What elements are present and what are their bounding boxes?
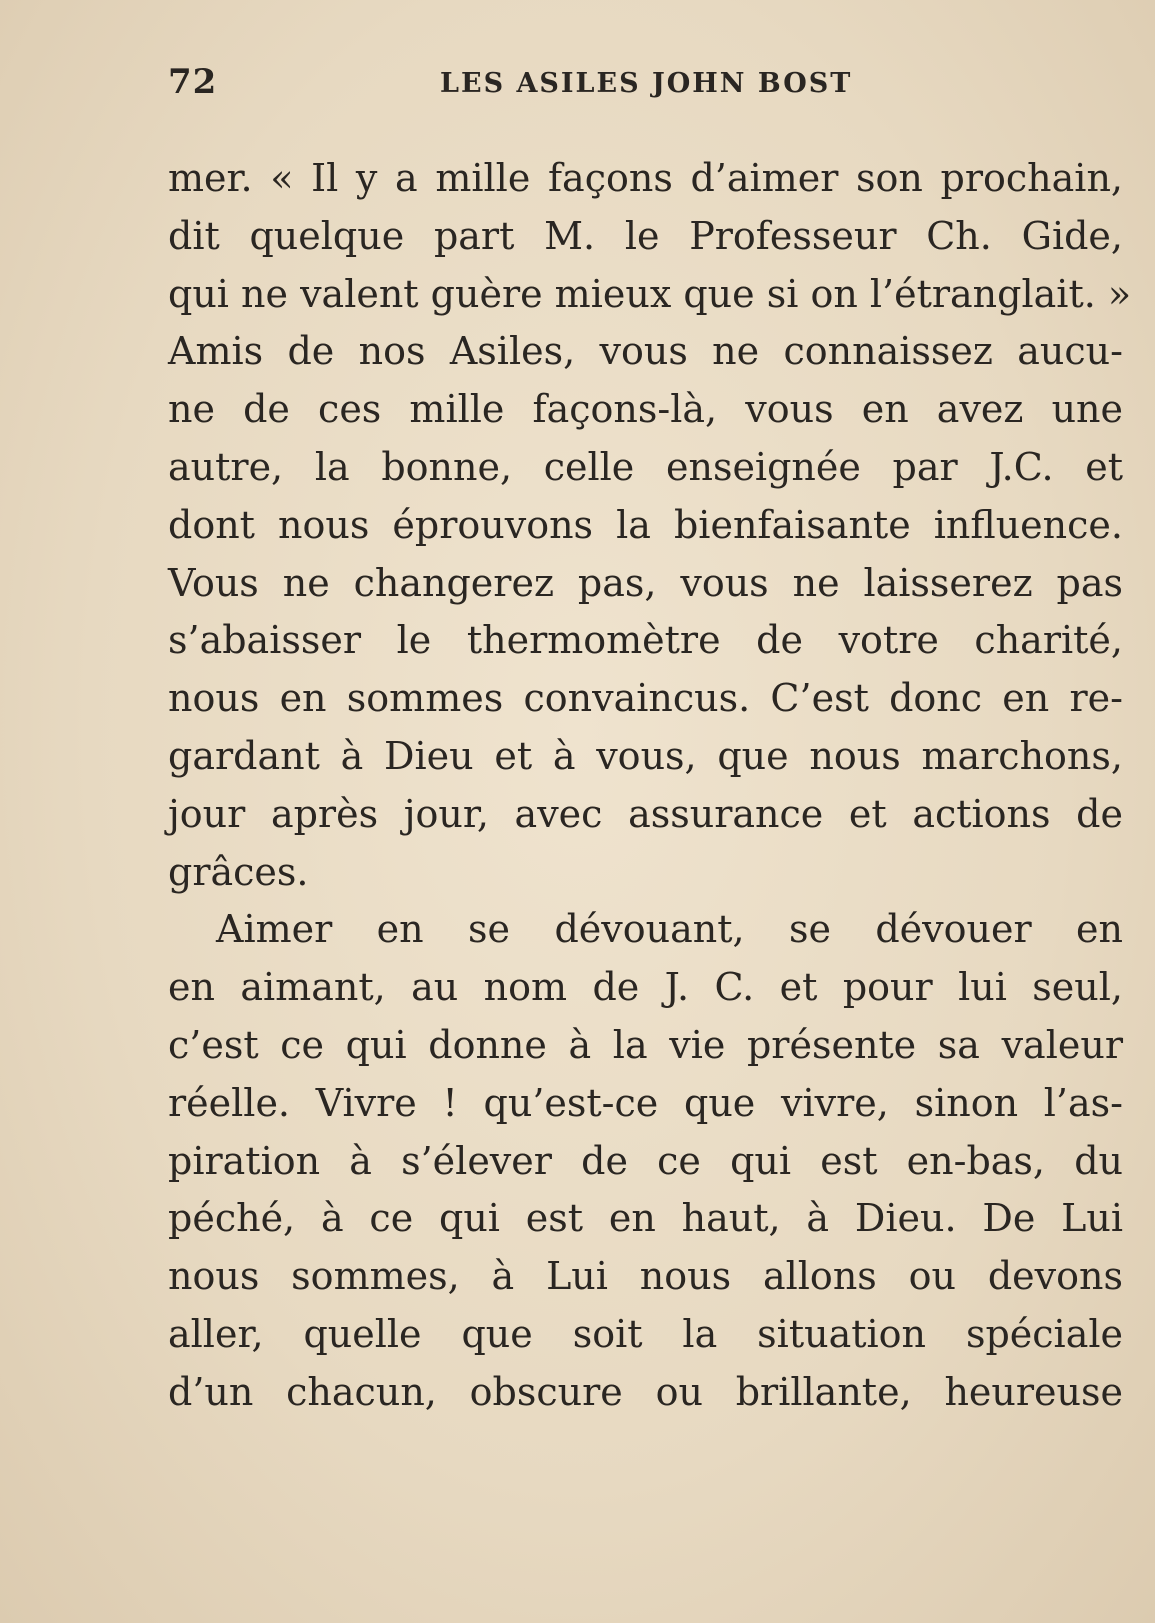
text-line: c’est ce qui donne à la vie présente sa valeur [168, 1022, 1123, 1067]
text-line: autre, la bonne, celle enseignée par J.C. et [168, 444, 1123, 489]
text-line: péché, à ce qui est en haut, à Dieu. De Lui [168, 1196, 1123, 1241]
text-line: nous sommes, à Lui nous allons ou devons [168, 1254, 1123, 1299]
text-line: piration à s’élever de ce qui est en-bas, du [168, 1138, 1123, 1183]
text-line: aller, quelle que soit la situation spéciale [168, 1311, 1123, 1356]
text-line: Amis de nos Asiles, vous ne connaissez aucu- [168, 329, 1123, 374]
body-text [168, 150, 1132, 1422]
text-line: ne de ces mille façons-là, vous en avez une [168, 387, 1123, 432]
text-line: Aimer en se dévouant, se dévouer en [216, 907, 1123, 952]
page-number: 72 [168, 62, 218, 102]
text-line: grâces. [168, 849, 309, 894]
text-line: dont nous éprouvons la bienfaisante influence. [168, 502, 1123, 547]
text-line: nous en sommes convaincus. C’est donc en re- [168, 676, 1123, 721]
text-line: d’un chacun, obscure ou brillante, heureuse [168, 1369, 1123, 1414]
text-line: en aimant, au nom de J. C. et pour lui seul, [168, 965, 1123, 1010]
text-line: mer. « Il y a mille façons d’aimer son prochain, [168, 156, 1123, 200]
text-line: jour après jour, avec assurance et actions de [168, 791, 1123, 836]
text-line: réelle. Vivre ! qu’est-ce que vivre, sinon l’as- [168, 1080, 1123, 1125]
running-head: LES ASILES JOHN BOST [440, 68, 853, 99]
text-line: dit quelque part M. le Professeur Ch. Gide, [168, 213, 1123, 258]
text-line: Vous ne changerez pas, vous ne laisserez pas [168, 560, 1123, 605]
text-line: s’abaisser le thermomètre de votre charité, [168, 618, 1123, 663]
text-line: gardant à Dieu et à vous, que nous marchons, [168, 733, 1123, 778]
text-line: qui ne valent guère mieux que si on l’étranglait. » [168, 271, 1132, 316]
